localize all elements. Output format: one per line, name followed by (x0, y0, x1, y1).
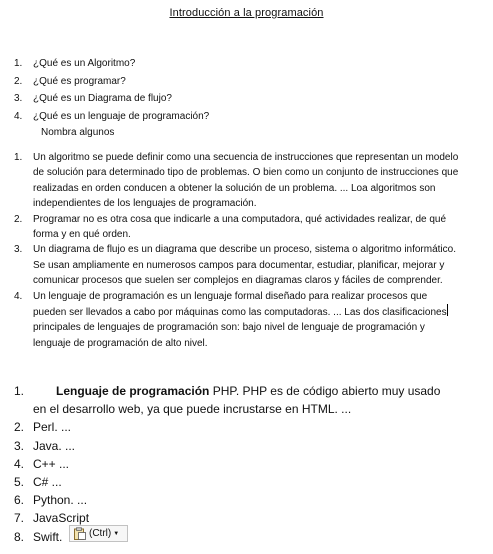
list-text: C++ ... (33, 456, 70, 471)
list-number: 3. (14, 244, 23, 256)
list-number: 4. (14, 110, 23, 122)
text-cursor (447, 304, 448, 316)
list-text: Un diagrama de flujo es un diagrama que describe un proceso, sistema o algoritmo informático. Se usan ampliamente en numerosos campos para documentar, estudiar, planificar, mejorar y comunicar procesos que suelen ser complejos en diagramas claros y fáciles de comprender. (33, 244, 456, 287)
list-item (0, 242, 493, 288)
list-text (33, 289, 463, 352)
clipboard-icon (73, 527, 86, 540)
list-text-rest: PHP. PHP es de código abierto muy usado en el desarrollo web, ya que puede incrustarse en HTML. ... (33, 384, 441, 417)
list-item (0, 55, 493, 73)
list-item (0, 455, 493, 473)
list-item (0, 108, 493, 126)
list-number: 2. (14, 213, 23, 225)
list-text: Un algoritmo se puede definir como una secuencia de instrucciones que representan un modelo de solución para determinado tipo de problemas. O bien como un conjunto de instrucciones que realizadas en orden conducen a obtener la solución de un problema. ... Loa algoritmos son independientes de los lenguajes de programación. (33, 152, 459, 210)
list-number: 3. (14, 93, 23, 105)
list-text: Java. ... (33, 438, 76, 453)
paste-options-label: (Ctrl) (89, 528, 112, 539)
list-text: ¿Qué es un Algoritmo? (33, 58, 136, 69)
list-item (0, 437, 493, 455)
list-number: 4. (14, 456, 25, 471)
document-title: Introducción a la programación (169, 7, 324, 19)
answers-list (0, 150, 493, 351)
list-text: Python. ... (33, 493, 88, 508)
list-text: Perl. ... (33, 420, 72, 435)
list-text (33, 382, 445, 418)
list-text: C# ... (33, 475, 62, 490)
list-item (0, 418, 493, 436)
paste-options-button[interactable] (69, 525, 128, 542)
questions-list (0, 55, 493, 125)
list-text: Programar no es otra cosa que indicarle a una computadora, qué actividades realizar, de qué forma y en qué orden. (33, 213, 447, 241)
list-text: Swift. (33, 529, 63, 544)
list-number: 2. (14, 75, 23, 87)
list-item (0, 212, 493, 243)
list-number: 6. (14, 493, 25, 508)
list-text: ¿Qué es un Diagrama de flujo? (33, 93, 172, 105)
text-part-b: principales de lenguajes de programación son: bajo nivel de lenguaje de programación y lenguaje de programación de alto nivel. (33, 322, 425, 349)
text-part-a: Un lenguaje de programación es un lenguaje formal diseñado para realizar procesos que pueden ser llevados a cabo por máquinas como las computadoras. ... Las dos clasificaciones (33, 290, 447, 319)
list-number: 2. (14, 420, 25, 435)
subheading: Nombra algunos (41, 127, 115, 138)
list-text: ¿Qué es un lenguaje de programación? (33, 110, 210, 122)
list-item (0, 491, 493, 509)
languages-list (0, 382, 493, 546)
list-text: ¿Qué es programar? (33, 75, 126, 87)
dropdown-arrow-icon: ▼ (113, 530, 120, 537)
list-number: 5. (14, 475, 25, 490)
list-number: 8. (14, 529, 25, 544)
list-item (0, 73, 493, 91)
list-item (0, 289, 493, 352)
list-item (0, 90, 493, 108)
list-item (0, 382, 493, 418)
list-item (0, 473, 493, 491)
list-number: 7. (14, 511, 25, 526)
list-number: 3. (14, 438, 25, 453)
list-item (0, 150, 493, 212)
list-number: 1. (14, 152, 23, 163)
list-number: 1. (14, 384, 25, 398)
list-text: JavaScript (33, 511, 90, 526)
list-number: 1. (14, 58, 23, 69)
bold-heading: Lenguaje de programación (56, 384, 210, 398)
list-number: 4. (14, 290, 23, 302)
